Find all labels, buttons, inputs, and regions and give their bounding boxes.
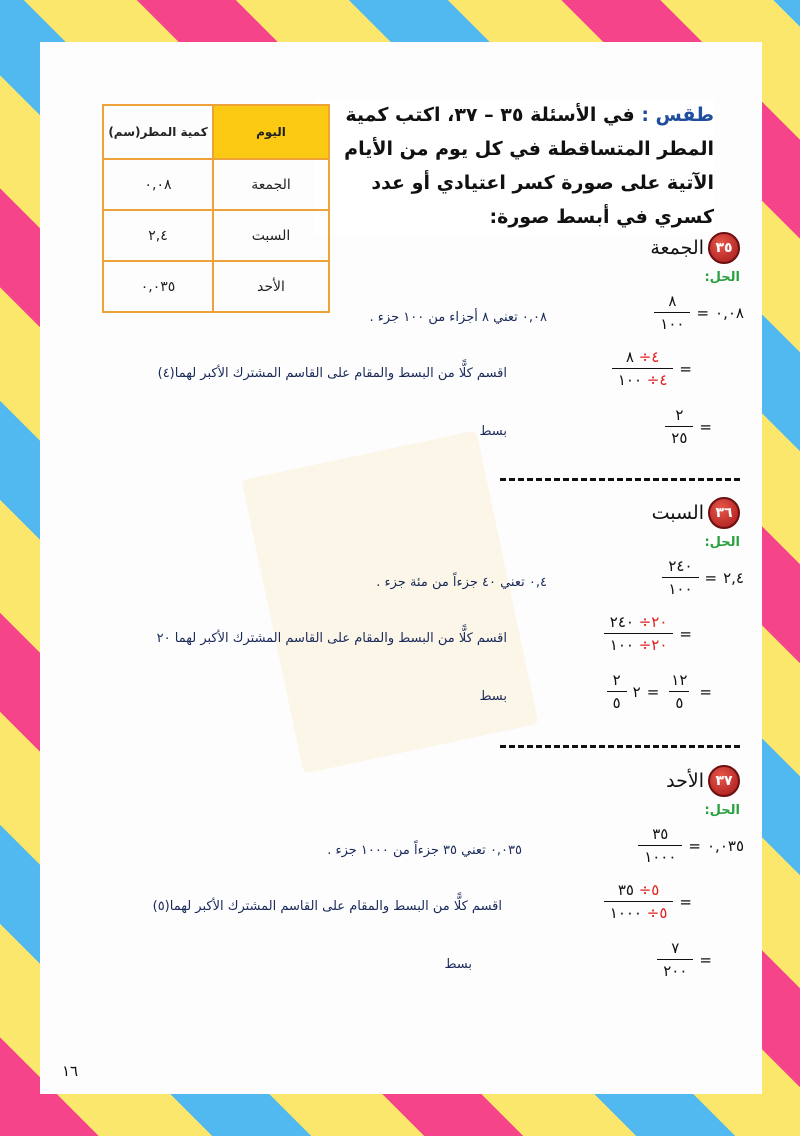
fraction: $\frac{٢٠\div ٢٤٠}{٢٠\div ١٠٠}$: [604, 613, 674, 654]
divider: [500, 478, 740, 481]
question-header: ٣٧ الأحد: [666, 765, 740, 797]
fraction: $\frac{٨}{١٠٠}$: [654, 292, 690, 333]
equation-step-2: = $\frac{٥\div ٣٥}{٥\div ١٠٠٠}$: [604, 881, 692, 922]
worksheet-page: [40, 42, 762, 1094]
intro-text: طقس : في الأسئلة ٣٥ – ٣٧، اكتب كمية المطر المتساقطة في كل يوم من الأيام الآتية على صورة كسر اعتيادي أو عدد كسري في أبسط صورة:: [314, 98, 714, 234]
table-row: السبت ٢,٤: [103, 210, 329, 261]
step-note: اقسم كلًّا من البسط والمقام على القاسم المشترك الأكبر لهما ٢٠: [156, 631, 507, 646]
page-number: ١٦: [62, 1062, 79, 1080]
table-header: اليوم كمية المطر(سم): [103, 105, 329, 159]
divider: [500, 745, 740, 748]
equation-step-2: = $\frac{٢٠\div ٢٤٠}{٢٠\div ١٠٠}$: [604, 613, 692, 654]
fraction: $\frac{٢}{٥}$: [607, 671, 627, 712]
step-note: اقسم كلًّا من البسط والمقام على القاسم المشترك الأكبر لهما(٤): [157, 366, 507, 381]
equation-step-2: = $\frac{٤\div ٨}{٤\div ١٠٠}$: [612, 348, 692, 389]
question-number-badge: ٣٦: [708, 497, 740, 529]
solution-label: الحل:: [704, 535, 740, 550]
fraction: $\frac{٣٥}{١٠٠٠}$: [638, 825, 682, 866]
rainfall-table: [102, 104, 330, 313]
fraction: $\frac{٥\div ٣٥}{٥\div ١٠٠٠}$: [604, 881, 674, 922]
solution-label: الحل:: [704, 270, 740, 285]
equation-step-1: ٠,٠٣٥ = $\frac{٣٥}{١٠٠٠}$: [638, 825, 744, 866]
equation-step-1: ٠,٠٨ = $\frac{٨}{١٠٠}$: [654, 292, 744, 333]
table-row: الجمعة ٠,٠٨: [103, 159, 329, 210]
fraction: $\frac{٤\div ٨}{٤\div ١٠٠}$: [612, 348, 674, 389]
step-note: ٠,٤ تعني ٤٠ جزءاً من مئة جزء .: [376, 575, 547, 590]
step-note: بسط: [479, 689, 507, 704]
equation-step-3: = $\frac{١٢}{٥}$ = ٢ $\frac{٢}{٥}$: [607, 671, 712, 712]
fraction: $\frac{٢٤٠}{١٠٠}$: [662, 557, 698, 598]
equation-step-3: = $\frac{٢}{٢٥}$: [665, 406, 712, 447]
question-number-badge: ٣٧: [708, 765, 740, 797]
step-note: بسط: [444, 957, 472, 972]
step-note: اقسم كلًّا من البسط والمقام على القاسم المشترك الأكبر لهما(٥): [152, 899, 502, 914]
question-header: ٣٦ السبت: [652, 497, 740, 529]
equation-step-3: = $\frac{٧}{٢٠٠}$: [657, 939, 712, 980]
fraction: $\frac{٢}{٢٥}$: [665, 406, 693, 447]
question-number-badge: ٣٥: [708, 232, 740, 264]
step-note: ٠,٠٣٥ تعني ٣٥ جزءاً من ١٠٠٠ جزء .: [327, 843, 522, 858]
table-row: الأحد ٠,٠٣٥: [103, 261, 329, 312]
step-note: ٠,٠٨ تعني ٨ أجزاء من ١٠٠ جزء .: [369, 310, 547, 325]
fraction: $\frac{١٢}{٥}$: [671, 671, 688, 712]
solution-label: الحل:: [704, 803, 740, 818]
watermark-book: [241, 430, 538, 773]
question-header: ٣٥ الجمعة: [650, 232, 740, 264]
equation-step-1: ٢,٤ = $\frac{٢٤٠}{١٠٠}$: [662, 557, 744, 598]
fraction: $\frac{٧}{٢٠٠}$: [657, 939, 693, 980]
step-note: بسط: [479, 424, 507, 439]
